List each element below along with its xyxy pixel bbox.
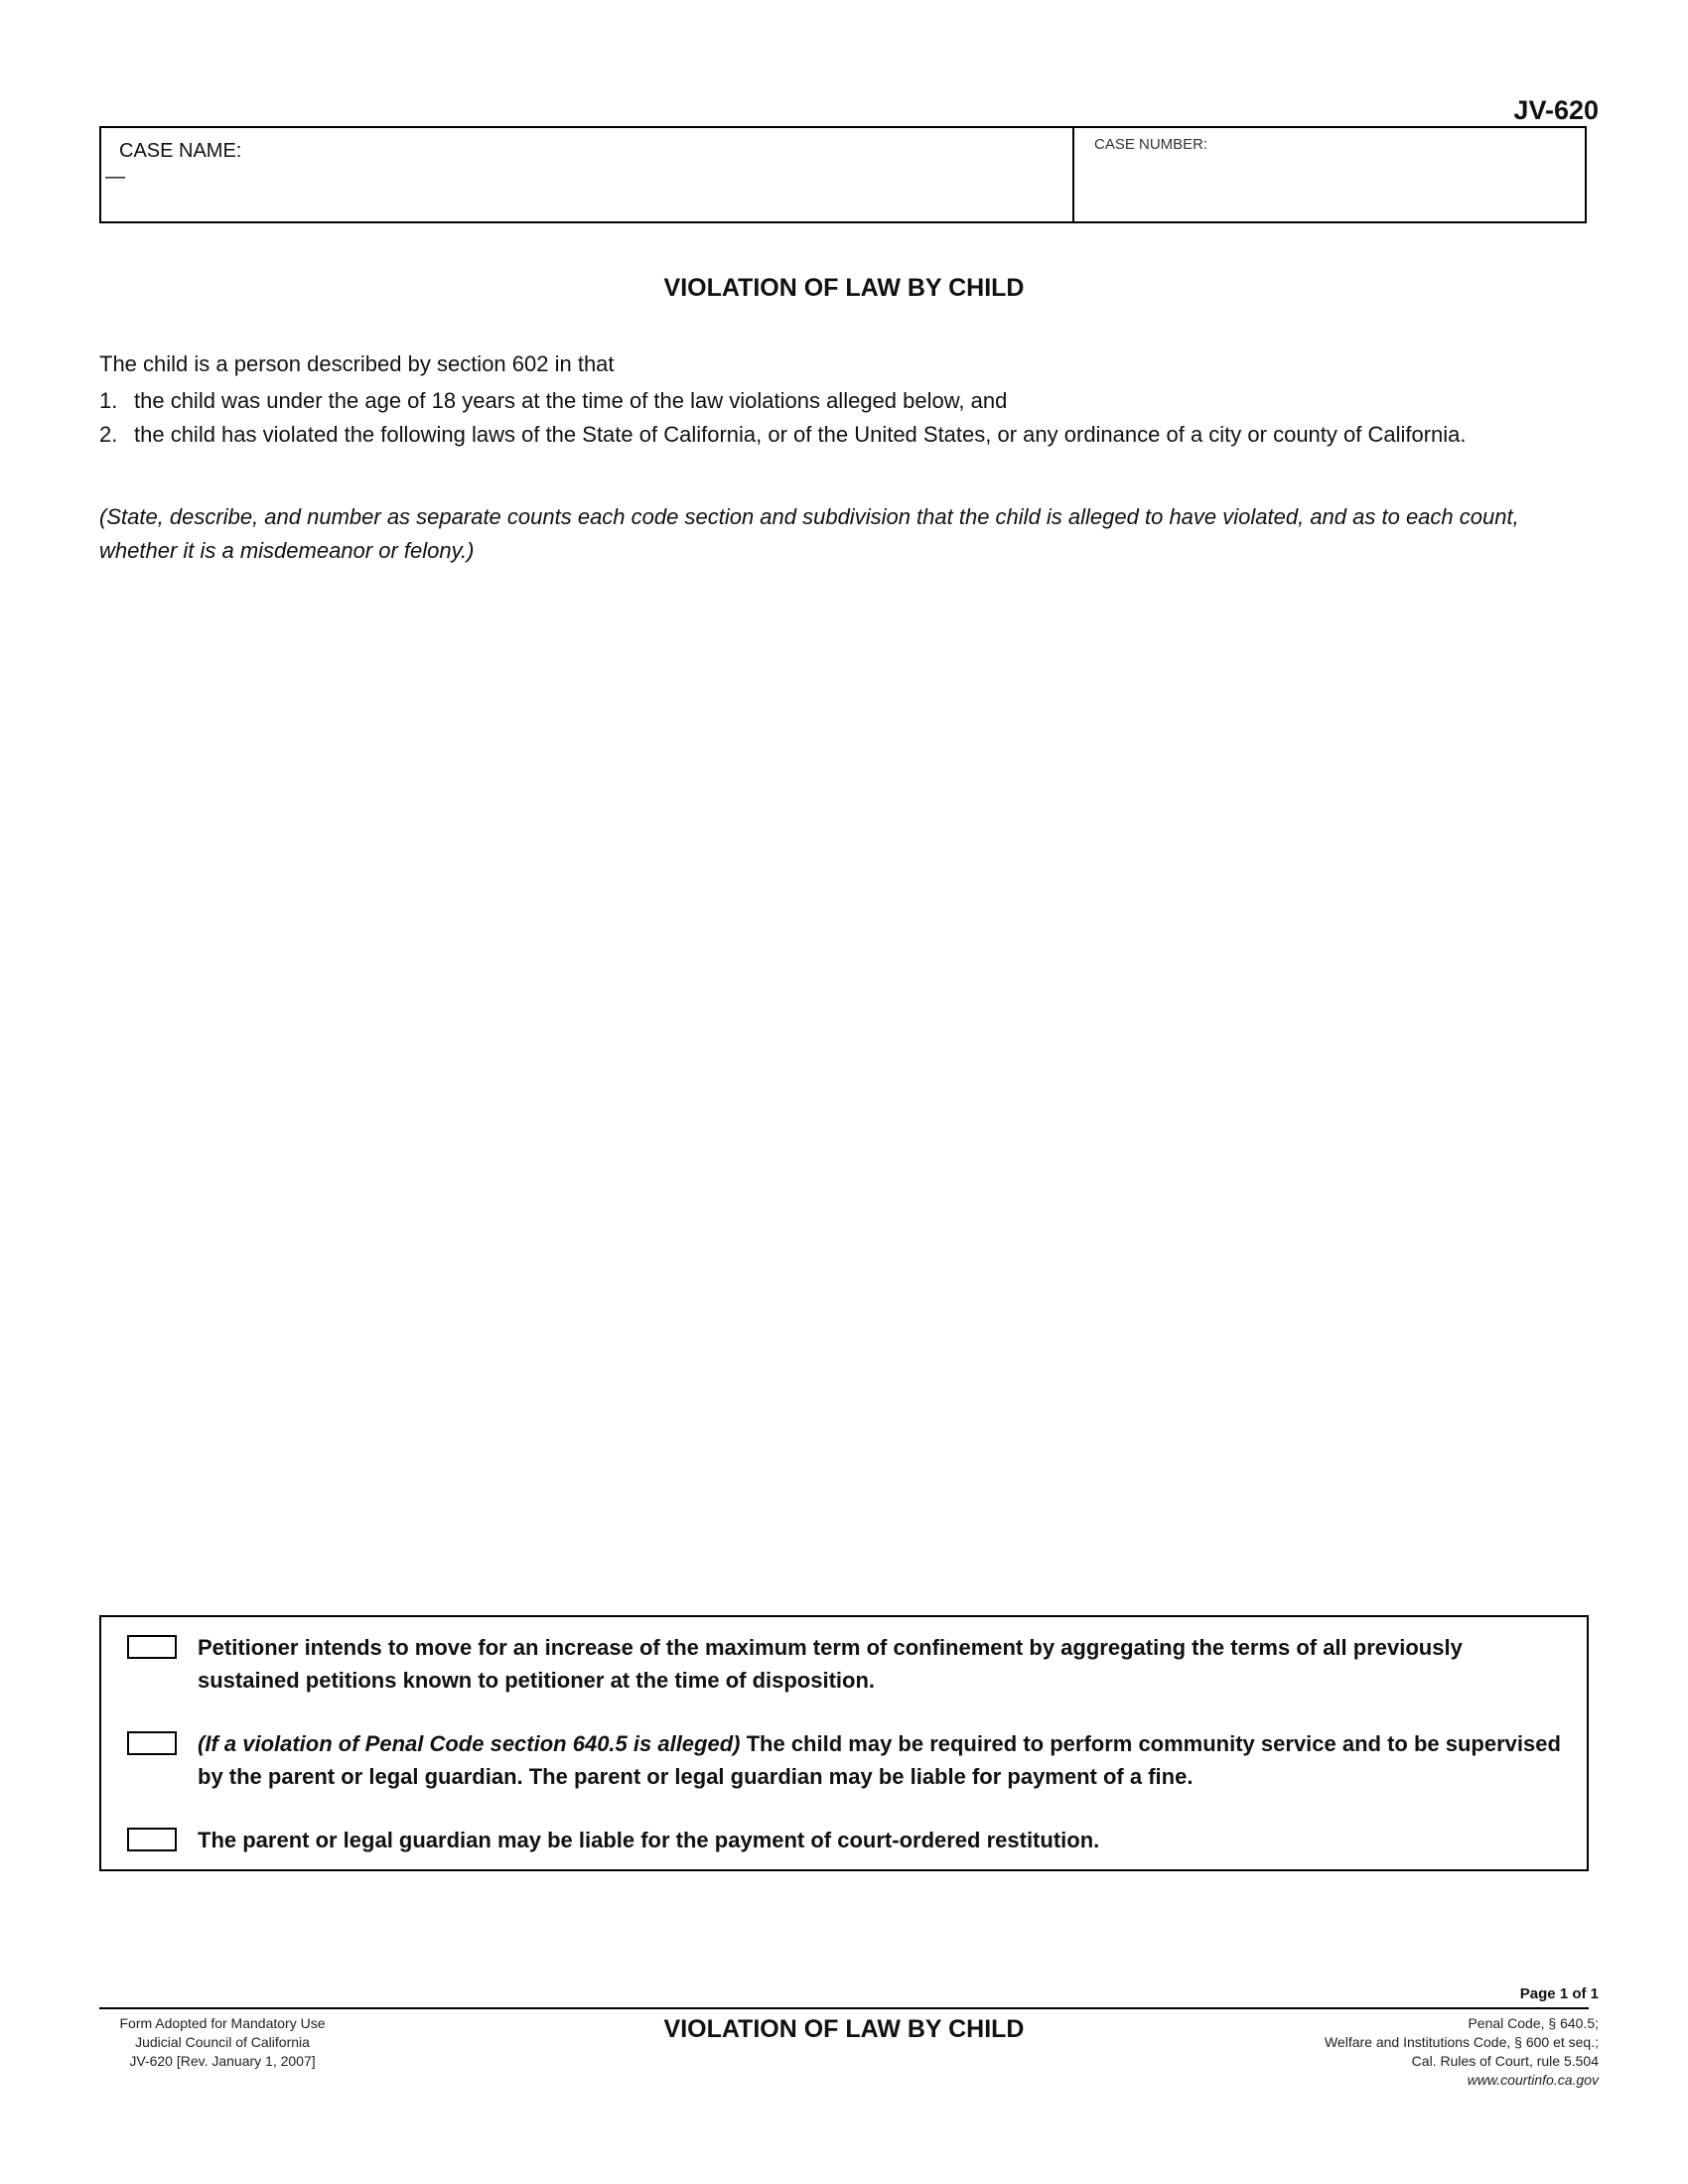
list-item-2 xyxy=(99,418,1569,452)
notice-text: Petitioner intends to move for an increase of the maximum term of confinement by aggregating the terms of all previously sustained petitions known to petitioner at the time of disposition. xyxy=(198,1635,1463,1693)
counts-instructions: (State, describe, and number as separate counts each code section and subdivision that the child is alleged to have violated, and as to each count, whether it is a misdemeanor or felony.) xyxy=(99,504,1519,563)
notice-text: The parent or legal guardian may be liable for the payment of court-ordered restitution. xyxy=(198,1828,1100,1852)
footer-left-line: Judicial Council of California xyxy=(135,2034,310,2050)
list-item-text: the child was under the age of 18 years at the time of the law violations alleged below, and xyxy=(134,388,1008,413)
footer-divider xyxy=(99,2007,1589,2009)
page-indicator: Page 1 of 1 xyxy=(1519,1985,1599,2002)
restitution-checkbox[interactable] xyxy=(127,1828,177,1851)
notice-community-service xyxy=(127,1727,1562,1793)
footer-citations xyxy=(1325,2014,1599,2090)
notices-box xyxy=(99,1615,1589,1871)
footer-left-line: JV-620 [Rev. January 1, 2007] xyxy=(129,2053,316,2069)
footer-right-line: Penal Code, § 640.5; xyxy=(1468,2015,1599,2031)
intro-text: The child is a person described by section 602 in that xyxy=(99,351,615,376)
notice-restitution xyxy=(127,1824,1562,1856)
case-name-field[interactable] xyxy=(101,128,1074,221)
case-name-value[interactable]: — xyxy=(105,166,125,188)
page-title: VIOLATION OF LAW BY CHILD xyxy=(663,274,1025,302)
footer-right-line: Welfare and Institutions Code, § 600 et seq.; xyxy=(1324,2034,1599,2050)
footer-left-line: Form Adopted for Mandatory Use xyxy=(119,2015,326,2031)
notice-aggregate-terms xyxy=(127,1631,1562,1697)
case-number-label: CASE NUMBER: xyxy=(1094,136,1208,153)
footer-title: VIOLATION OF LAW BY CHILD xyxy=(663,2015,1025,2043)
case-name-label: CASE NAME: xyxy=(119,140,242,162)
footer-url-link[interactable]: www.courtinfo.ca.gov xyxy=(1467,2072,1599,2088)
footer-right-line: Cal. Rules of Court, rule 5.504 xyxy=(1411,2053,1599,2069)
list-item-number: 2. xyxy=(99,422,118,447)
notice-text xyxy=(198,1727,1562,1793)
community-service-checkbox[interactable] xyxy=(127,1731,177,1755)
list-item-number: 1. xyxy=(99,388,118,413)
form-number: JV-620 xyxy=(1513,95,1599,125)
list-item-1 xyxy=(99,384,1569,418)
list-item-text: the child has violated the following laws of the State of California, or of the United States, or any ordinance of a city or county of California. xyxy=(134,422,1467,447)
notice-italic-prefix: (If a violation of Penal Code section 640.5 is alleged) xyxy=(198,1731,741,1756)
notice-body: The child may be required to perform community service and to be supervised by the parent or legal guardian. The parent or legal guardian may be liable for payment of a fine. xyxy=(198,1731,1561,1789)
case-caption-box xyxy=(99,126,1587,223)
aggregate-terms-checkbox[interactable] xyxy=(127,1635,177,1659)
